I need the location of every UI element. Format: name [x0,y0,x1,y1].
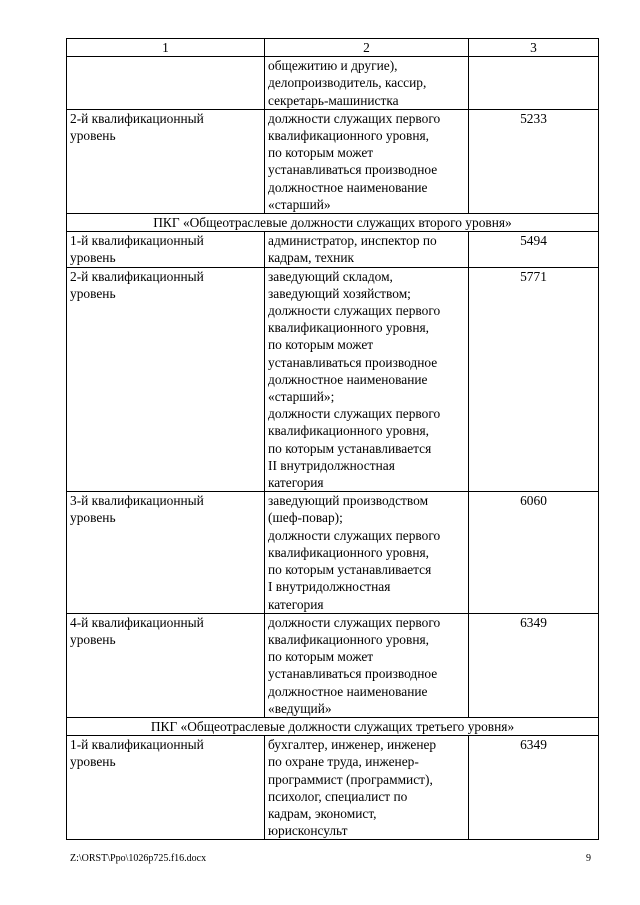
salary-cell-text: 6349 [520,737,547,753]
qualification-level-cell-text: 2-й квалификационный уровень [70,110,204,144]
table-row [67,736,599,840]
footer-file-path: Z:\ORST\Ppo\1026p725.f16.docx [70,853,207,864]
qualification-level-cell-text: 2-й квалификационный уровень [70,268,204,301]
qualification-level-cell-text: 1-й квалификационный уровень [70,233,204,266]
positions-cell [265,109,469,213]
header-col-1: 1 [67,39,265,57]
qualification-level-cell-text: 3-й квалификационный уровень [70,493,204,526]
qualification-level-cell [67,613,265,717]
qualification-level-cell [67,492,265,613]
positions-cell-text: бухгалтер, инженер, инженер по охране труда, инженер- программист (программист), психолог, специалист по кадрам, экономист, юрисконсульт [268,737,437,839]
positions-cell-text: заведующий складом, заведующий хозяйством; должности служащих первого квалификационного уровня, по которым может устанавливаться производное должностное наименование «старший»; должности служащих первого квалификационного уровня, по которым устанавливается II внутридолжностная категория [268,268,441,491]
table-header-row [67,39,599,57]
positions-cell [265,232,469,267]
positions-cell-text: заведующий производством (шеф-повар); должности служащих первого квалификационного уровня, по которым устанавливается I внутридолжностная категория [268,493,441,612]
table-row [67,613,599,717]
salary-cell-text: 6060 [520,493,547,509]
salary-table [66,38,599,840]
table-group-row [67,214,599,232]
qualification-level-cell [67,232,265,267]
positions-cell-text: общежитию и другие), делопроизводитель, кассир, секретарь-машинистка [268,58,427,108]
positions-cell-text: должности служащих первого квалификационного уровня, по которым может устанавливаться производное должностное наименование «ведущий» [268,614,441,716]
salary-cell [469,736,599,840]
salary-cell [469,109,599,213]
header-col-2: 2 [265,39,469,57]
qualification-level-cell [67,267,265,492]
salary-cell [469,232,599,267]
table-row [67,109,599,213]
qualification-level-cell [67,109,265,213]
salary-cell [469,492,599,613]
group-title: ПКГ «Общеотраслевые должности служащих третьего уровня» [67,717,599,735]
salary-cell [469,267,599,492]
qualification-level-cell [67,736,265,840]
table-row [67,232,599,267]
salary-cell-text: 5771 [520,268,547,284]
footer-page-number: 9 [586,853,591,864]
salary-cell-text: 5494 [520,233,547,249]
qualification-level-cell-text: 1-й квалификационный уровень [70,737,204,770]
positions-cell-text: администратор, инспектор по кадрам, техник [268,233,437,266]
salary-cell [469,613,599,717]
positions-cell-text: должности служащих первого квалификационного уровня, по которым может устанавливаться производное должностное наименование «старший» [268,110,441,212]
positions-cell [265,736,469,840]
qualification-level-cell-text: 4-й квалификационный уровень [70,614,204,647]
header-col-3: 3 [469,39,599,57]
positions-cell [265,57,469,110]
table-row [67,492,599,613]
salary-cell-text: 6349 [520,614,547,630]
salary-cell-text: 5233 [520,110,547,126]
group-title: ПКГ «Общеотраслевые должности служащих второго уровня» [67,214,599,232]
salary-cell [469,57,599,110]
positions-cell [265,613,469,717]
table-row [67,57,599,110]
positions-cell [265,492,469,613]
table-row [67,267,599,492]
positions-cell [265,267,469,492]
table-group-row [67,717,599,735]
qualification-level-cell [67,57,265,110]
